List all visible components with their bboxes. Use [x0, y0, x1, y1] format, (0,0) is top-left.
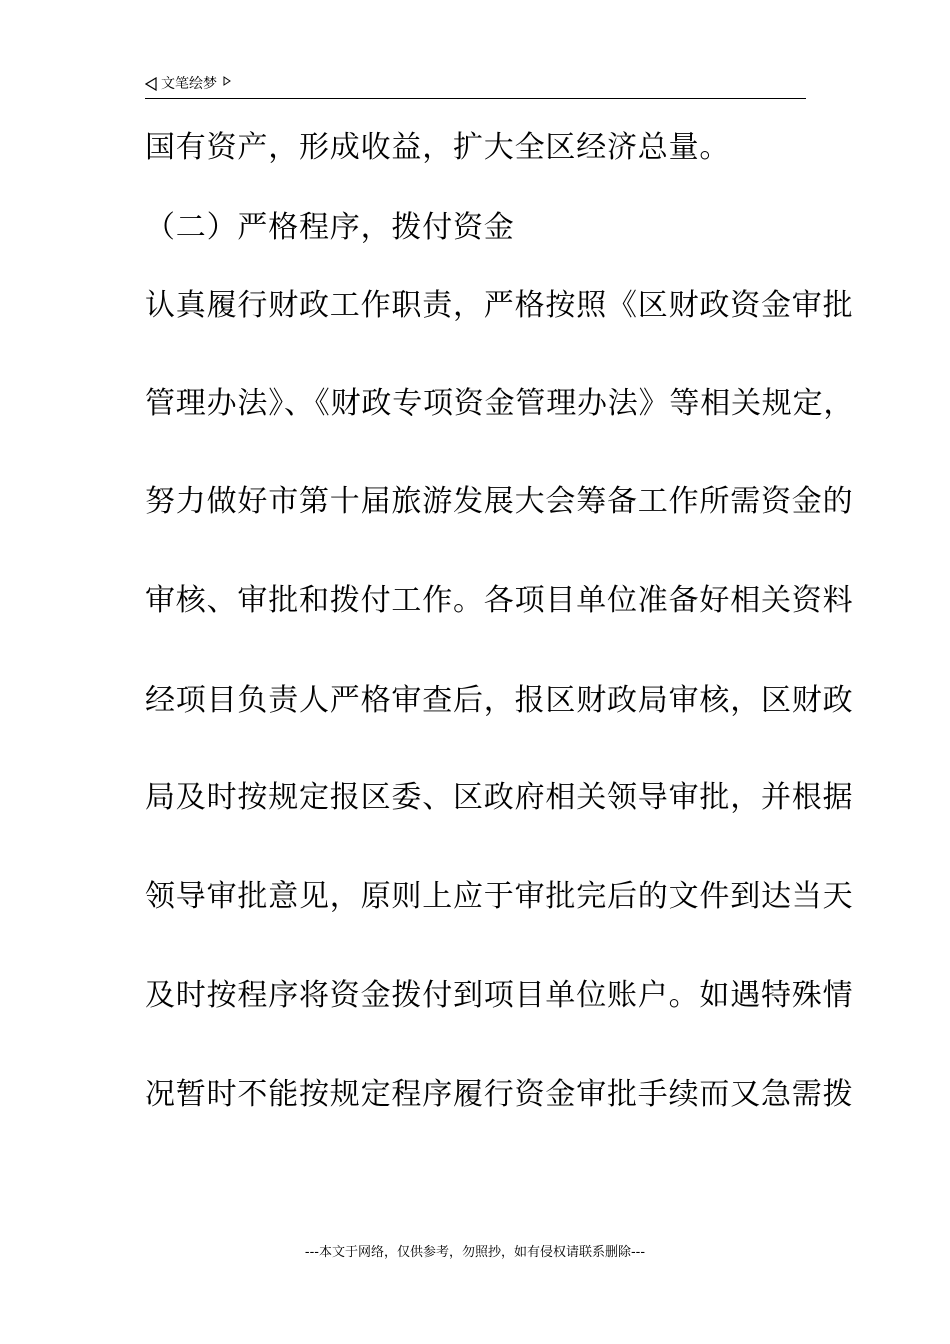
section-heading: （二）严格程序，拨付资金 [145, 210, 515, 245]
footer-notice: ---本文于网络，仅供参考，勿照抄，如有侵权请联系删除--- [304, 1245, 646, 1260]
body-line: 及时按程序将资金拨付到项目单位账户。如遇特殊情 [145, 978, 854, 1013]
body-line: 国有资产，形成收益，扩大全区经济总量。 [145, 130, 731, 165]
body-line: 领导审批意见，原则上应于审批完后的文件到达当天 [145, 879, 854, 914]
body-line: 认真履行财政工作职责，严格按照《区财政资金审批 [145, 288, 854, 323]
page-header [145, 74, 806, 99]
body-line: 审核、审批和拨付工作。各项目单位准备好相关资料 [145, 583, 854, 618]
body-line: 努力做好市第十届旅游发展大会筹备工作所需资金的 [145, 484, 854, 519]
body-line: 经项目负责人严格审查后，报区财政局审核，区财政 [145, 683, 854, 718]
triangle-left-outline-icon [145, 77, 157, 91]
body-line: 局及时按规定报区委、区政府相关领导审批，并根据 [145, 780, 854, 815]
body-line: 管理办法》、《财政专项资金管理办法》等相关规定， [145, 386, 855, 421]
body-line: 况暂时不能按规定程序履行资金审批手续而又急需拨 [145, 1077, 854, 1112]
header-brand-text: 文笔绘梦 [161, 76, 217, 92]
triangle-right-outline-icon [223, 76, 231, 86]
header-brand [145, 74, 231, 94]
